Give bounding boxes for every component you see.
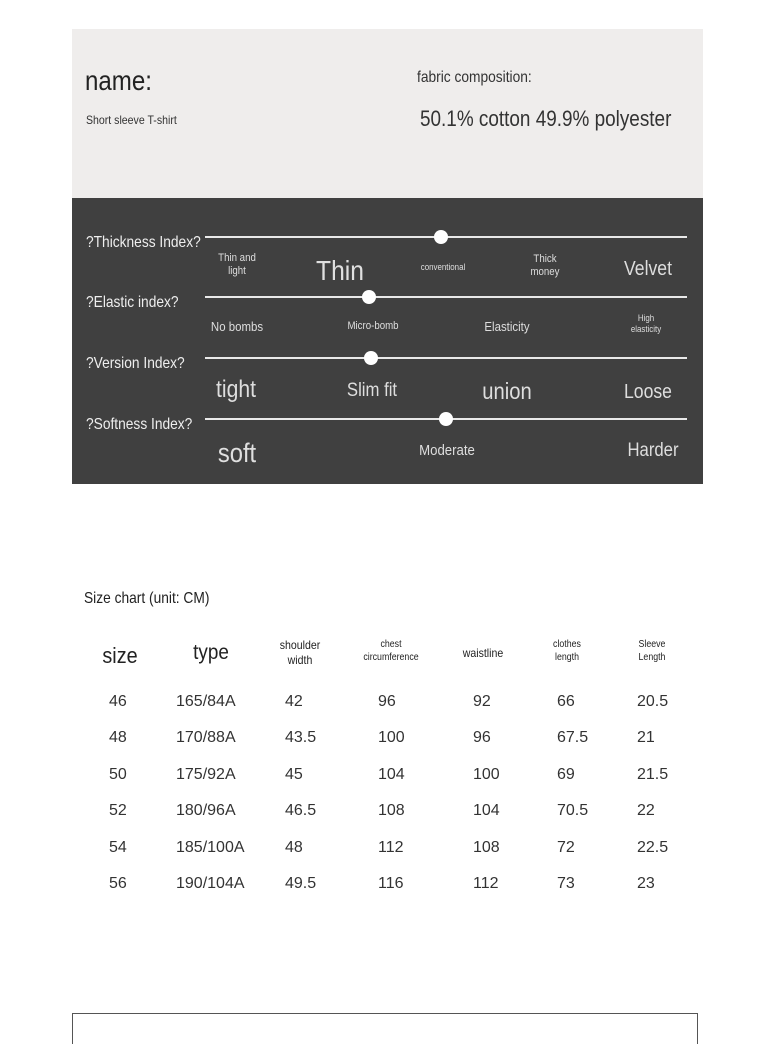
header-chest-circumference: chest circumference bbox=[363, 639, 419, 663]
cell-size: 48 bbox=[109, 729, 127, 746]
elastic-index-track bbox=[205, 296, 687, 298]
cell-chest: 116 bbox=[378, 875, 404, 892]
cell-clothes-length: 72 bbox=[557, 839, 575, 856]
cell-size: 46 bbox=[109, 693, 127, 710]
cell-waistline: 92 bbox=[473, 693, 491, 710]
cell-chest: 104 bbox=[378, 766, 405, 783]
header-clothes-length: clothes length bbox=[553, 639, 581, 663]
cell-shoulder-width: 48 bbox=[285, 839, 303, 856]
cell-size: 54 bbox=[109, 839, 127, 856]
version-index-title: ?Version Index? bbox=[86, 355, 185, 372]
cell-chest: 96 bbox=[378, 693, 396, 710]
header-shoulder-width: shoulder width bbox=[279, 638, 321, 667]
cell-size: 56 bbox=[109, 875, 127, 892]
cell-shoulder-width: 49.5 bbox=[285, 875, 317, 892]
cell-type: 180/96A bbox=[176, 802, 236, 819]
cell-type: 185/100A bbox=[176, 839, 245, 856]
elastic-option-elasticity: Elasticity bbox=[484, 319, 530, 334]
elastic-option-micro-bomb: Micro-bomb bbox=[347, 320, 399, 332]
softness-option-moderate: Moderate bbox=[419, 442, 475, 459]
cell-sleeve-length: 21 bbox=[637, 729, 655, 746]
cell-clothes-length: 66 bbox=[557, 693, 575, 710]
softness-index-knob bbox=[439, 412, 453, 426]
cell-clothes-length: 67.5 bbox=[557, 729, 589, 746]
cell-waistline: 100 bbox=[473, 766, 500, 783]
version-option-slim-fit: Slim fit bbox=[346, 380, 398, 401]
cell-type: 165/84A bbox=[176, 693, 236, 710]
version-option-loose: Loose bbox=[624, 381, 672, 403]
cell-shoulder-width: 43.5 bbox=[285, 729, 317, 746]
header-waistline: waistline bbox=[462, 646, 504, 660]
cell-size: 52 bbox=[109, 802, 127, 819]
elastic-index-title: ?Elastic index? bbox=[86, 294, 179, 311]
cell-sleeve-length: 22.5 bbox=[637, 839, 669, 856]
product-info-panel bbox=[72, 29, 703, 198]
fabric-composition-label: fabric composition: bbox=[417, 69, 532, 86]
cell-waistline: 104 bbox=[473, 802, 500, 819]
cell-shoulder-width: 46.5 bbox=[285, 802, 317, 819]
cell-type: 170/88A bbox=[176, 729, 236, 746]
cell-shoulder-width: 42 bbox=[285, 693, 303, 710]
thickness-option-velvet: Velvet bbox=[624, 258, 672, 280]
softness-index-title: ?Softness Index? bbox=[86, 416, 193, 433]
elastic-index-knob bbox=[362, 290, 376, 304]
version-option-tight: tight bbox=[216, 376, 256, 403]
thickness-option-thin-and-light: Thin and light bbox=[218, 252, 256, 278]
name-label: name: bbox=[85, 65, 152, 96]
next-section-frame bbox=[72, 1013, 698, 1044]
cell-sleeve-length: 20.5 bbox=[637, 693, 669, 710]
cell-waistline: 112 bbox=[473, 875, 499, 892]
thickness-option-conventional: conventional bbox=[420, 262, 466, 272]
thickness-option-thin: Thin bbox=[316, 255, 364, 286]
version-index-knob bbox=[364, 351, 378, 365]
header-sleeve-length: Sleeve Length bbox=[638, 639, 666, 663]
cell-chest: 112 bbox=[378, 839, 404, 856]
cell-sleeve-length: 22 bbox=[637, 802, 655, 819]
header-size: size bbox=[102, 643, 138, 668]
cell-clothes-length: 69 bbox=[557, 766, 575, 783]
cell-clothes-length: 73 bbox=[557, 875, 575, 892]
elastic-option-no-bombs: No bombs bbox=[210, 319, 264, 334]
softness-option-soft: soft bbox=[217, 438, 257, 468]
thickness-index-knob bbox=[434, 230, 448, 244]
cell-sleeve-length: 21.5 bbox=[637, 766, 669, 783]
fabric-composition-value: 50.1% cotton 49.9% polyester bbox=[420, 106, 672, 131]
softness-option-harder: Harder bbox=[627, 440, 679, 461]
cell-waistline: 96 bbox=[473, 729, 491, 746]
cell-chest: 108 bbox=[378, 802, 405, 819]
size-chart-title: Size chart (unit: CM) bbox=[84, 590, 210, 607]
version-index-track bbox=[205, 357, 687, 359]
name-value: Short sleeve T-shirt bbox=[86, 113, 177, 127]
thickness-index-title: ?Thickness Index? bbox=[86, 234, 201, 251]
fabric-index-panel bbox=[72, 198, 703, 484]
cell-type: 175/92A bbox=[176, 766, 236, 783]
header-type: type bbox=[193, 641, 229, 664]
thickness-option-thick-money: Thick money bbox=[530, 253, 560, 279]
elastic-option-high-elasticity: High elasticity bbox=[630, 313, 662, 334]
cell-shoulder-width: 45 bbox=[285, 766, 303, 783]
cell-chest: 100 bbox=[378, 729, 405, 746]
version-option-union: union bbox=[482, 378, 532, 404]
cell-type: 190/104A bbox=[176, 875, 245, 892]
cell-clothes-length: 70.5 bbox=[557, 802, 589, 819]
cell-size: 50 bbox=[109, 766, 127, 783]
cell-waistline: 108 bbox=[473, 839, 500, 856]
cell-sleeve-length: 23 bbox=[637, 875, 655, 892]
